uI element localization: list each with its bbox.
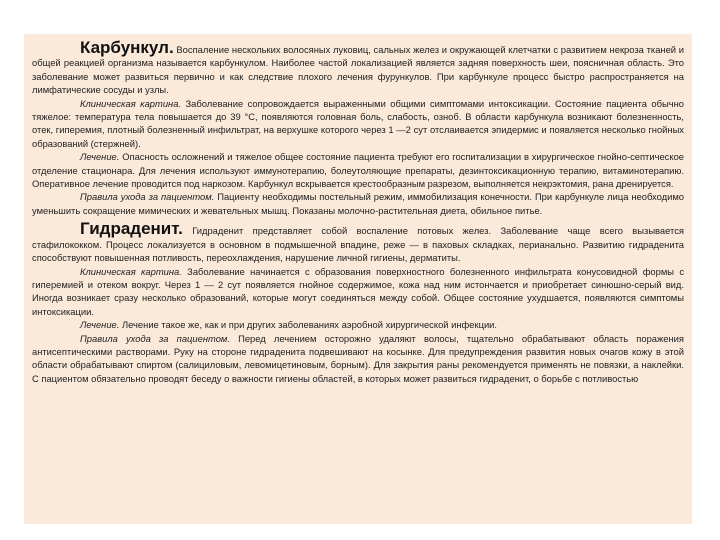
hidradenitis-treatment-paragraph — [32, 318, 684, 331]
carbuncle-care-text: Пациенту необходимы постельный режим, иммобилизация конечности. При карбункуле лица необходимо уменьшить сокращение мимических и жевательных мышц. Показаны молочно-растительная диета, обильное питье. — [32, 191, 684, 216]
carbuncle-clinical-paragraph — [32, 97, 684, 151]
carbuncle-treatment-paragraph — [32, 150, 684, 190]
carbuncle-treatment-label: Лечение. — [80, 151, 120, 163]
document-page — [24, 34, 692, 524]
hidradenitis-heading: Гидраденит. — [80, 219, 183, 239]
hidradenitis-intro-text: Гидраденит представляет собой воспаление потовых желез. Заболевание чаще всего вызывается стафилококком. Процесс локализуется в основном в подмышечной впадине, реже — в паховых складках, перианально. Развитию гидраденита способствуют повышенная потливость, переохлаждения, нарушение личной гигиены, дерматиты. — [32, 225, 684, 264]
hidradenitis-care-paragraph — [32, 332, 684, 386]
carbuncle-clinical-text: Заболевание сопровождается выраженными общими симптомами интоксикации. Состояние пациента обычно тяжелое: температура тела повышается до 39 °С, появляются головная боль, слабость, озноб. В области карбункула возникают болезненность, отек, гиперемия, плотный болезненный инфильтрат, на верхушке которого через 1 —2 сут отслаивается эпидермис и появляется несколько гнойных образований (стержней). — [32, 97, 685, 149]
carbuncle-care-label: Правила ухода за пациентом. — [80, 191, 215, 203]
hidradenitis-clinical-paragraph — [32, 265, 684, 319]
carbuncle-clinical-label: Клиническая картина. — [80, 97, 182, 109]
carbuncle-intro-text: Воспаление нескольких волосяных луковиц, сальных желез и окружающей клетчатки с развитием некроза тканей и общей реакцией организма называется карбункулом. Наиболее частой локализацией является задняя поверхность шеи, поясничная область. Это заболевание может развиться первично и как следствие плохого лечения фурункулов. При карбункуле процесс быстро распространяется на лимфатические сосуды и узлы. — [32, 44, 685, 96]
hidradenitis-clinical-text: Заболевание начинается с образования поверхностного болезненного инфильтрата конусовидной формы с гиперемией и отеком вокруг. Через 1 — 2 сут появляется гнойное содержимое, кожа над ним истончается и приобретает синюшно-серый вид. Иногда возникает сразу несколько образований, которые могут соединяться между собой. Общее состояние ухудшается, появляются симптомы интоксикации. — [32, 265, 685, 317]
hidradenitis-care-text: Перед лечением осторожно удаляют волосы, тщательно обрабатывают область поражения антисептическими растворами. Руку на стороне гидраденита подвешивают на косынке. Для предупреждения развития новых очагов кожу в этой области обрабатывают спиртом (салициловым, левомицетиновым, борным). Для закрытия раны рекомендуется применять не повязки, а наклейки. С пациентом обязательно проводят беседу о важности гигиены областей, в которых может развиться гидраденит, о борьбе с потливостью — [32, 332, 684, 384]
hidradenitis-treatment-text: Лечение такое же, как и при других заболеваниях аэробной хирургической инфекции. — [121, 319, 498, 331]
hidradenitis-intro-paragraph — [32, 220, 684, 264]
carbuncle-care-paragraph — [32, 190, 684, 217]
carbuncle-intro-paragraph — [32, 39, 684, 97]
carbuncle-treatment-text: Опасность осложнений и тяжелое общее состояние пациента требуют его госпитализации в хирургическое гнойно-септическое отделение стационара. Для лечения используют иммунотерапию, болеутоляющие препараты, дезинтоксикационную терапию, витаминотерапию. Оперативное лечение проводится под наркозом. Карбункул вскрывается крестообразным разрезом, выполняется некрэктомия, рана дренируется. — [32, 151, 685, 190]
carbuncle-heading: Карбункул. — [80, 38, 174, 57]
hidradenitis-care-label: Правила ухода за пациентом. — [80, 332, 230, 344]
hidradenitis-clinical-label: Клиническая картина. — [80, 265, 182, 277]
hidradenitis-treatment-label: Лечение. — [80, 319, 120, 331]
